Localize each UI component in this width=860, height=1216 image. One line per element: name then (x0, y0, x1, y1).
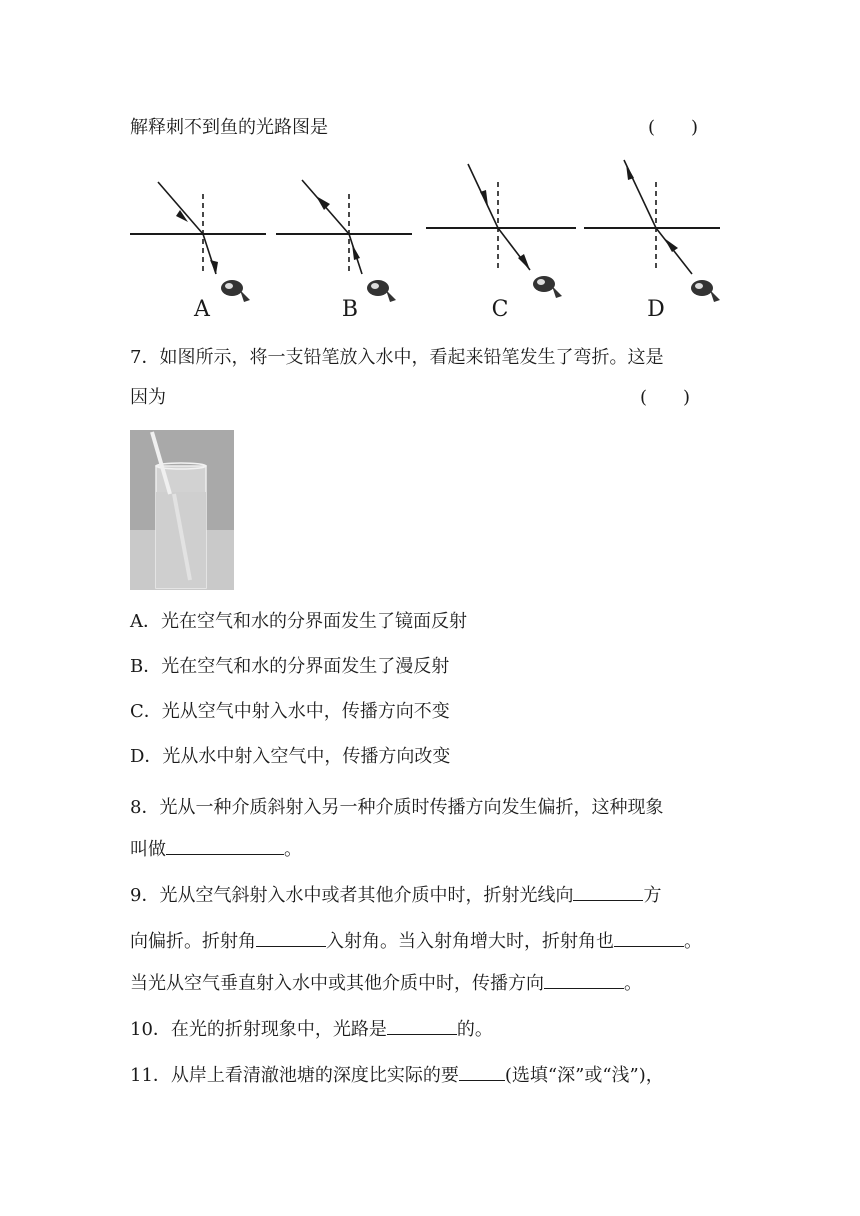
q9-blank-2[interactable] (256, 930, 326, 947)
diagram-b-label: B (341, 297, 359, 320)
diagram-c (426, 158, 576, 320)
q8-text: 叫做 (130, 839, 166, 860)
q6-answer-paren: ( ) (648, 117, 699, 138)
q7-option-c: C．光从空气中射入水中，传播方向不变 (130, 701, 450, 722)
q9-blank-1[interactable] (573, 884, 643, 901)
q11-blank[interactable] (459, 1064, 505, 1081)
q9-blank-4[interactable] (544, 972, 624, 989)
q9-text: 。 (624, 973, 642, 994)
fish-icon (533, 276, 562, 298)
q8-blank[interactable] (166, 838, 284, 855)
diagram-c-label: C (491, 297, 509, 320)
q8-text-end: 。 (284, 839, 302, 860)
q11-line (130, 1064, 664, 1088)
q10-text: 10．在光的折射现象中，光路是 (130, 1019, 387, 1040)
q8-stem-line2 (130, 838, 302, 862)
q9-text: 入射角。当入射角增大时，折射角也 (326, 931, 614, 952)
q10-blank[interactable] (387, 1018, 457, 1035)
fish-icon (221, 280, 250, 302)
fish-icon (691, 280, 720, 302)
q9-text: 当光从空气垂直射入水中或其他介质中时，传播方向 (130, 973, 544, 994)
fish-icon (367, 280, 396, 302)
q9-text: 。 (684, 931, 702, 952)
q9-blank-3[interactable] (614, 930, 684, 947)
q7-option-a: A．光在空气和水的分界面发生了镜面反射 (130, 611, 467, 632)
q10-text: 的。 (456, 1019, 493, 1040)
diagram-d-label: D (647, 297, 665, 320)
q8-stem-line1: 8．光从一种介质斜射入另一种介质时传播方向发生偏折，这种现象 (130, 797, 664, 818)
q7-option-b: B．光在空气和水的分界面发生了漫反射 (130, 656, 450, 677)
q9-line3 (130, 972, 642, 996)
diagram-a (130, 168, 270, 320)
q7-stem-line1: 7．如图所示，将一支铅笔放入水中，看起来铅笔发生了弯折。这是 (130, 347, 664, 368)
q9-line2 (130, 930, 702, 954)
q11-text: 11．从岸上看清澈池塘的深度比实际的要 (130, 1065, 459, 1086)
q9-line1 (130, 884, 661, 908)
q6-stem: 解释刺不到鱼的光路图是 (130, 117, 328, 138)
diagram-a-label: A (194, 297, 210, 320)
q7-option-d: D．光从水中射入空气中，传播方向改变 (130, 746, 451, 767)
diagram-b (276, 168, 416, 320)
diagram-d (584, 156, 730, 320)
q9-text: 方 (643, 885, 662, 906)
q11-text: (选填“深”或“浅”)， (504, 1065, 664, 1086)
q7-stem-line2: 因为 (130, 387, 166, 408)
q9-text: 向偏折。折射角 (130, 931, 256, 952)
q10-line (130, 1018, 493, 1042)
q7-answer-paren: ( ) (640, 387, 691, 408)
q9-text: 9．光从空气斜射入水中或者其他介质中时，折射光线向 (130, 885, 574, 906)
pencil-in-water-photo (130, 430, 234, 590)
